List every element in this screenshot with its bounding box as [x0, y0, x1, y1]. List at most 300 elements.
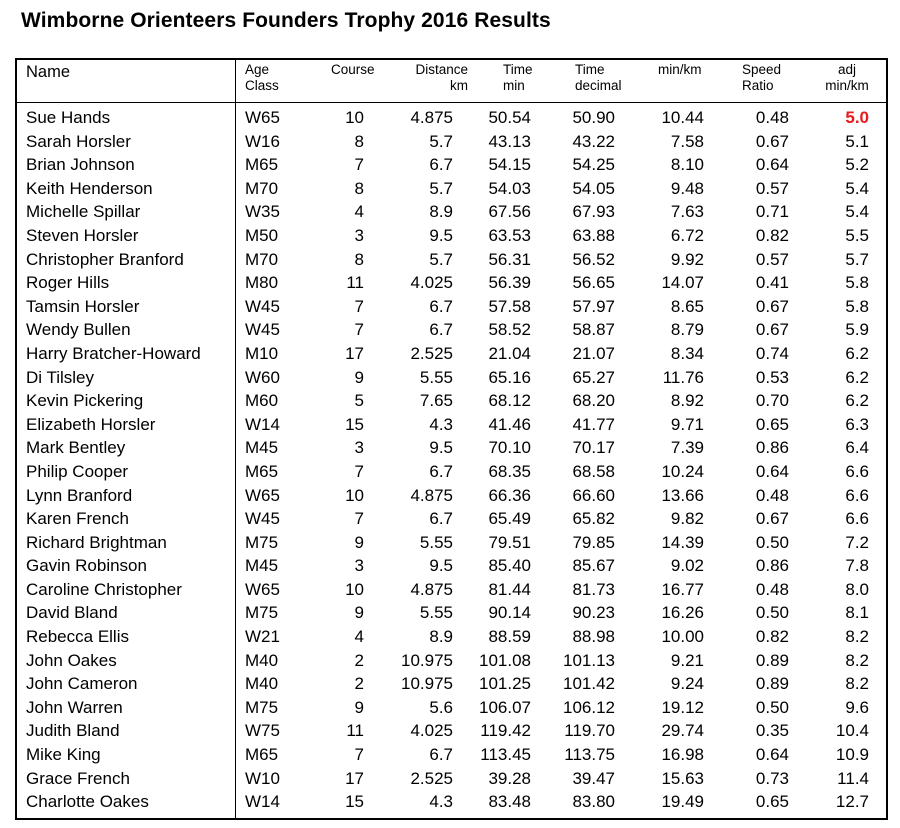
time-decimal-cell: 54.05 — [572, 178, 615, 198]
time-min-cell: 41.46 — [488, 414, 531, 434]
distance-km-cell: 2.525 — [410, 768, 453, 788]
time-decimal-cell: 43.22 — [572, 131, 615, 151]
distance-km-cell: 5.7 — [429, 131, 453, 151]
speed-ratio-cell: 0.71 — [755, 202, 789, 222]
table-row — [17, 625, 886, 649]
time-decimal-cell: 41.77 — [572, 414, 615, 434]
adj-min-per-km-cell: 6.6 — [845, 485, 869, 505]
distance-km-cell: 9.5 — [429, 225, 453, 245]
table-row — [17, 177, 886, 201]
table-row — [17, 554, 886, 578]
age-class-cell: W35 — [245, 202, 280, 222]
runner-name-cell: Tamsin Horsler — [26, 296, 140, 316]
course-cell: 2 — [354, 674, 364, 694]
runner-name-cell: John Warren — [26, 697, 123, 717]
time-decimal-cell: 39.47 — [572, 768, 615, 788]
speed-ratio-cell: 0.67 — [755, 320, 789, 340]
table-row — [17, 672, 886, 696]
age-class-cell: M10 — [245, 343, 279, 363]
table-row — [17, 578, 886, 602]
speed-ratio-cell: 0.89 — [755, 674, 789, 694]
course-cell: 8 — [354, 249, 364, 269]
course-cell: 7 — [354, 155, 364, 175]
course-cell: 17 — [345, 768, 364, 788]
time-min-cell: 43.13 — [488, 131, 531, 151]
time-decimal-cell: 67.93 — [572, 202, 615, 222]
course-cell: 11 — [346, 721, 364, 741]
speed-ratio-cell: 0.67 — [755, 131, 789, 151]
age-class-cell: M60 — [245, 391, 279, 411]
course-cell: 15 — [345, 792, 364, 812]
adj-min-per-km-cell: 7.8 — [845, 556, 869, 576]
distance-km-cell: 4.025 — [410, 721, 453, 741]
runner-name-cell: Richard Brightman — [26, 532, 167, 552]
results-rows — [17, 106, 886, 814]
time-decimal-cell: 56.65 — [572, 273, 615, 293]
time-min-cell: 58.52 — [488, 320, 531, 340]
age-class-cell: W14 — [245, 414, 280, 434]
adj-min-per-km-cell: 6.2 — [845, 391, 869, 411]
table-row — [17, 767, 886, 791]
runner-name-cell: Gavin Robinson — [26, 556, 147, 576]
time-min-cell: 65.16 — [488, 367, 531, 387]
time-min-cell: 88.59 — [488, 627, 531, 647]
min-per-km-cell: 9.82 — [670, 509, 704, 529]
speed-ratio-cell: 0.89 — [755, 650, 789, 670]
table-row — [17, 696, 886, 720]
table-row — [17, 413, 886, 437]
table-row — [17, 507, 886, 531]
min-per-km-cell: 10.24 — [661, 461, 704, 481]
speed-ratio-cell: 0.50 — [755, 697, 789, 717]
runner-name-cell: David Bland — [26, 603, 118, 623]
adj-min-per-km-cell: 6.2 — [845, 367, 869, 387]
adj-min-per-km-cell: 5.7 — [845, 249, 869, 269]
time-min-cell: 83.48 — [488, 792, 531, 812]
runner-name-cell: Rebecca Ellis — [26, 627, 129, 647]
adj-min-per-km-cell: 6.6 — [845, 509, 869, 529]
distance-km-cell: 5.55 — [419, 367, 453, 387]
adj-min-per-km-cell: 6.4 — [845, 438, 869, 458]
table-row — [17, 342, 886, 366]
runner-name-cell: Kevin Pickering — [26, 391, 144, 411]
header-name: Name — [26, 63, 71, 81]
min-per-km-cell: 7.63 — [670, 202, 704, 222]
runner-name-cell: Grace French — [26, 768, 130, 788]
adj-min-per-km-cell: 5.4 — [845, 202, 869, 222]
distance-km-cell: 10.975 — [401, 650, 453, 670]
course-cell: 7 — [354, 745, 364, 765]
speed-ratio-cell: 0.65 — [755, 792, 789, 812]
runner-name-cell: John Oakes — [26, 650, 117, 670]
min-per-km-cell: 13.66 — [661, 485, 704, 505]
course-cell: 8 — [354, 178, 364, 198]
age-class-cell: M75 — [245, 532, 279, 552]
speed-ratio-cell: 0.82 — [755, 627, 789, 647]
distance-km-cell: 5.7 — [429, 249, 453, 269]
speed-ratio-cell: 0.74 — [755, 343, 789, 363]
age-class-cell: M40 — [245, 674, 279, 694]
header-divider — [17, 102, 886, 103]
table-row — [17, 130, 886, 154]
time-min-cell: 113.45 — [480, 745, 531, 765]
time-min-cell: 63.53 — [488, 225, 531, 245]
course-cell: 10 — [345, 485, 364, 505]
adj-min-per-km-cell: 8.2 — [845, 674, 869, 694]
distance-km-cell: 4.875 — [410, 579, 453, 599]
time-decimal-cell: 88.98 — [572, 627, 615, 647]
speed-ratio-cell: 0.57 — [755, 178, 789, 198]
course-cell: 4 — [354, 627, 364, 647]
min-per-km-cell: 8.65 — [670, 296, 704, 316]
course-cell: 7 — [354, 296, 364, 316]
time-decimal-cell: 70.17 — [572, 438, 615, 458]
min-per-km-cell: 29.74 — [661, 721, 704, 741]
speed-ratio-cell: 0.57 — [755, 249, 789, 269]
min-per-km-cell: 9.21 — [670, 650, 704, 670]
page-title: Wimborne Orienteers Founders Trophy 2016 Results — [21, 9, 551, 32]
table-row — [17, 271, 886, 295]
min-per-km-cell: 16.26 — [661, 603, 704, 623]
distance-km-cell: 6.7 — [429, 320, 453, 340]
adj-min-per-km-cell: 8.1 — [845, 603, 869, 623]
runner-name-cell: Mark Bentley — [26, 438, 126, 458]
time-decimal-cell: 56.52 — [572, 249, 615, 269]
time-min-cell: 101.25 — [479, 674, 531, 694]
table-row — [17, 200, 886, 224]
course-cell: 17 — [345, 343, 364, 363]
min-per-km-cell: 7.39 — [670, 438, 704, 458]
distance-km-cell: 2.525 — [410, 343, 453, 363]
age-class-cell: M70 — [245, 178, 279, 198]
speed-ratio-cell: 0.64 — [755, 745, 789, 765]
distance-km-cell: 4.875 — [410, 485, 453, 505]
runner-name-cell: Michelle Spillar — [26, 202, 141, 222]
runner-name-cell: Philip Cooper — [26, 461, 129, 481]
speed-ratio-cell: 0.41 — [755, 273, 789, 293]
min-per-km-cell: 16.77 — [661, 579, 704, 599]
age-class-cell: W16 — [245, 131, 280, 151]
adj-min-per-km-cell: 8.0 — [845, 579, 869, 599]
adj-min-per-km-cell: 10.4 — [835, 721, 869, 741]
age-class-cell: W21 — [245, 627, 280, 647]
distance-km-cell: 4.875 — [410, 108, 453, 127]
time-min-cell: 54.03 — [488, 178, 531, 198]
time-decimal-cell: 68.20 — [572, 391, 615, 411]
distance-km-cell: 4.3 — [429, 792, 453, 812]
table-row — [17, 295, 886, 319]
adj-min-per-km-cell: 5.8 — [845, 273, 869, 293]
time-min-cell: 57.58 — [488, 296, 531, 316]
speed-ratio-cell: 0.50 — [755, 532, 789, 552]
adj-min-per-km-cell: 8.2 — [845, 627, 869, 647]
time-min-cell: 67.56 — [488, 202, 531, 222]
distance-km-cell: 6.7 — [429, 461, 453, 481]
min-per-km-cell: 15.63 — [661, 768, 704, 788]
speed-ratio-cell: 0.86 — [755, 438, 789, 458]
adj-min-per-km-cell: 6.2 — [845, 343, 869, 363]
runner-name-cell: Di Tilsley — [26, 367, 95, 387]
min-per-km-cell: 9.24 — [670, 674, 704, 694]
age-class-cell: M45 — [245, 556, 279, 576]
age-class-cell: M70 — [245, 249, 279, 269]
min-per-km-cell: 9.48 — [670, 178, 704, 198]
runner-name-cell: John Cameron — [26, 674, 138, 694]
runner-name-cell: Caroline Christopher — [26, 579, 182, 599]
distance-km-cell: 5.55 — [419, 603, 453, 623]
age-class-cell: M45 — [245, 438, 279, 458]
speed-ratio-cell: 0.35 — [755, 721, 789, 741]
time-decimal-cell: 65.27 — [572, 367, 615, 387]
distance-km-cell: 5.55 — [419, 532, 453, 552]
time-decimal-cell: 83.80 — [572, 792, 615, 812]
time-decimal-cell: 65.82 — [572, 509, 615, 529]
time-decimal-cell: 57.97 — [572, 296, 615, 316]
distance-km-cell: 4.025 — [410, 273, 453, 293]
adj-min-per-km-cell: 11.4 — [837, 768, 869, 788]
time-min-cell: 21.04 — [488, 343, 531, 363]
table-row — [17, 743, 886, 767]
distance-km-cell: 6.7 — [429, 509, 453, 529]
speed-ratio-cell: 0.67 — [755, 509, 789, 529]
age-class-cell: W45 — [245, 296, 280, 316]
min-per-km-cell: 6.72 — [670, 225, 704, 245]
runner-name-cell: Steven Horsler — [26, 225, 139, 245]
course-cell: 7 — [354, 509, 364, 529]
time-min-cell: 66.36 — [488, 485, 531, 505]
runner-name-cell: Sue Hands — [26, 108, 111, 127]
adj-min-per-km-cell: 5.4 — [845, 178, 869, 198]
course-cell: 7 — [354, 461, 364, 481]
distance-km-cell: 5.7 — [429, 178, 453, 198]
min-per-km-cell: 8.34 — [670, 343, 704, 363]
distance-km-cell: 6.7 — [429, 155, 453, 175]
min-per-km-cell: 11.76 — [662, 367, 704, 387]
min-per-km-cell: 14.07 — [661, 273, 704, 293]
time-min-cell: 79.51 — [488, 532, 531, 552]
time-min-cell: 50.54 — [488, 108, 531, 127]
time-min-cell: 106.07 — [479, 697, 531, 717]
course-cell: 3 — [354, 438, 364, 458]
header-min-km: min/km — [658, 62, 702, 77]
age-class-cell: W10 — [245, 768, 280, 788]
distance-km-cell: 6.7 — [429, 745, 453, 765]
adj-min-per-km-cell: 5.5 — [845, 225, 869, 245]
speed-ratio-cell: 0.70 — [755, 391, 789, 411]
adj-min-per-km-cell: 10.9 — [835, 745, 869, 765]
header-distance: Distance km — [415, 62, 468, 93]
adj-min-per-km-cell: 12.7 — [835, 792, 869, 812]
time-decimal-cell: 66.60 — [572, 485, 615, 505]
course-cell: 10 — [345, 579, 364, 599]
min-per-km-cell: 8.10 — [670, 155, 704, 175]
speed-ratio-cell: 0.82 — [755, 225, 789, 245]
time-decimal-cell: 63.88 — [572, 225, 615, 245]
speed-ratio-cell: 0.50 — [755, 603, 789, 623]
runner-name-cell: Charlotte Oakes — [26, 792, 149, 812]
time-decimal-cell: 85.67 — [572, 556, 615, 576]
distance-km-cell: 9.5 — [429, 438, 453, 458]
time-decimal-cell: 58.87 — [572, 320, 615, 340]
runner-name-cell: Elizabeth Horsler — [26, 414, 156, 434]
table-row — [17, 106, 886, 130]
runner-name-cell: Christopher Branford — [26, 249, 184, 269]
min-per-km-cell: 8.92 — [670, 391, 704, 411]
table-row — [17, 389, 886, 413]
adj-min-per-km-cell: 5.1 — [845, 131, 869, 151]
time-min-cell: 70.10 — [488, 438, 531, 458]
time-decimal-cell: 79.85 — [572, 532, 615, 552]
age-class-cell: M75 — [245, 697, 279, 717]
course-cell: 9 — [354, 367, 364, 387]
course-cell: 2 — [354, 650, 364, 670]
distance-km-cell: 6.7 — [429, 296, 453, 316]
runner-name-cell: Wendy Bullen — [26, 320, 131, 340]
min-per-km-cell: 9.71 — [670, 414, 704, 434]
age-class-cell: W75 — [245, 721, 280, 741]
min-per-km-cell: 19.49 — [661, 792, 704, 812]
speed-ratio-cell: 0.48 — [755, 108, 789, 127]
table-row — [17, 719, 886, 743]
runner-name-cell: Mike King — [26, 745, 101, 765]
speed-ratio-cell: 0.67 — [755, 296, 789, 316]
min-per-km-cell: 9.02 — [670, 556, 704, 576]
header-time: Time min — [503, 62, 533, 93]
min-per-km-cell: 16.98 — [661, 745, 704, 765]
runner-name-cell: Karen French — [26, 509, 129, 529]
course-cell: 11 — [346, 273, 364, 293]
time-min-cell: 90.14 — [488, 603, 531, 623]
min-per-km-cell: 9.92 — [670, 249, 704, 269]
time-decimal-cell: 54.25 — [572, 155, 615, 175]
adj-min-per-km-cell: 9.6 — [845, 697, 869, 717]
course-cell: 5 — [354, 391, 364, 411]
age-class-cell: M50 — [245, 225, 279, 245]
header-age-class: Age Class — [245, 62, 279, 93]
runner-name-cell: Brian Johnson — [26, 155, 135, 175]
table-row — [17, 248, 886, 272]
header-speed-ratio: Speed Ratio — [742, 62, 782, 93]
table-row — [17, 790, 886, 814]
course-cell: 7 — [354, 320, 364, 340]
adj-min-per-km-cell: 5.8 — [845, 296, 869, 316]
distance-km-cell: 9.5 — [429, 556, 453, 576]
speed-ratio-cell: 0.53 — [755, 367, 789, 387]
header-course: Course — [331, 62, 375, 77]
header-time-decimal: Time decimal — [575, 62, 622, 93]
min-per-km-cell: 10.44 — [661, 108, 704, 127]
time-decimal-cell: 106.12 — [563, 697, 615, 717]
distance-km-cell: 8.9 — [429, 202, 453, 222]
adj-min-per-km-cell: 6.6 — [845, 461, 869, 481]
age-class-cell: W45 — [245, 509, 280, 529]
age-class-cell: M75 — [245, 603, 279, 623]
runner-name-cell: Judith Bland — [26, 721, 120, 741]
adj-min-per-km-cell: 5.9 — [845, 320, 869, 340]
time-decimal-cell: 90.23 — [572, 603, 615, 623]
adj-min-per-km-cell: 5.0 — [845, 108, 869, 127]
runner-name-cell: Harry Bratcher-Howard — [26, 343, 201, 363]
table-row — [17, 460, 886, 484]
runner-name-cell: Roger Hills — [26, 273, 110, 293]
runner-name-cell: Lynn Branford — [26, 485, 133, 505]
time-min-cell: 54.15 — [488, 155, 531, 175]
table-row — [17, 224, 886, 248]
table-row — [17, 601, 886, 625]
time-decimal-cell: 101.13 — [563, 650, 615, 670]
speed-ratio-cell: 0.48 — [755, 579, 789, 599]
table-row — [17, 318, 886, 342]
course-cell: 4 — [354, 202, 364, 222]
age-class-cell: W65 — [245, 485, 280, 505]
age-class-cell: W14 — [245, 792, 280, 812]
adj-min-per-km-cell: 5.2 — [845, 155, 869, 175]
table-row — [17, 531, 886, 555]
distance-km-cell: 4.3 — [429, 414, 453, 434]
time-min-cell: 85.40 — [488, 556, 531, 576]
course-cell: 3 — [354, 225, 364, 245]
age-class-cell: M65 — [245, 461, 279, 481]
speed-ratio-cell: 0.48 — [755, 485, 789, 505]
min-per-km-cell: 14.39 — [661, 532, 704, 552]
course-cell: 9 — [354, 697, 364, 717]
adj-min-per-km-cell: 8.2 — [845, 650, 869, 670]
course-cell: 8 — [354, 131, 364, 151]
distance-km-cell: 7.65 — [419, 391, 453, 411]
age-class-cell: M80 — [245, 273, 279, 293]
table-row — [17, 484, 886, 508]
time-decimal-cell: 21.07 — [572, 343, 615, 363]
min-per-km-cell: 10.00 — [661, 627, 704, 647]
adj-min-per-km-cell: 6.3 — [845, 414, 869, 434]
speed-ratio-cell: 0.64 — [755, 155, 789, 175]
age-class-cell: M65 — [245, 155, 279, 175]
time-decimal-cell: 68.58 — [572, 461, 615, 481]
runner-name-cell: Sarah Horsler — [26, 131, 131, 151]
speed-ratio-cell: 0.64 — [755, 461, 789, 481]
time-min-cell: 81.44 — [488, 579, 531, 599]
header-adj-min-km: adj min/km — [825, 62, 869, 93]
time-min-cell: 68.12 — [488, 391, 531, 411]
time-min-cell: 39.28 — [488, 768, 531, 788]
runner-name-cell: Keith Henderson — [26, 178, 153, 198]
table-row — [17, 153, 886, 177]
adj-min-per-km-cell: 7.2 — [845, 532, 869, 552]
course-cell: 15 — [345, 414, 364, 434]
time-min-cell: 119.42 — [480, 721, 531, 741]
age-class-cell: M65 — [245, 745, 279, 765]
min-per-km-cell: 19.12 — [661, 697, 704, 717]
results-table — [15, 58, 888, 820]
distance-km-cell: 5.6 — [429, 697, 453, 717]
speed-ratio-cell: 0.73 — [755, 768, 789, 788]
time-min-cell: 101.08 — [479, 650, 531, 670]
speed-ratio-cell: 0.65 — [755, 414, 789, 434]
time-min-cell: 56.31 — [488, 249, 531, 269]
distance-km-cell: 10.975 — [401, 674, 453, 694]
course-cell: 3 — [354, 556, 364, 576]
age-class-cell: W65 — [245, 108, 280, 127]
time-min-cell: 65.49 — [488, 509, 531, 529]
age-class-cell: W60 — [245, 367, 280, 387]
time-decimal-cell: 113.75 — [564, 745, 615, 765]
course-cell: 9 — [354, 532, 364, 552]
table-row — [17, 649, 886, 673]
time-min-cell: 68.35 — [488, 461, 531, 481]
min-per-km-cell: 8.79 — [670, 320, 704, 340]
table-row — [17, 366, 886, 390]
time-min-cell: 56.39 — [488, 273, 531, 293]
